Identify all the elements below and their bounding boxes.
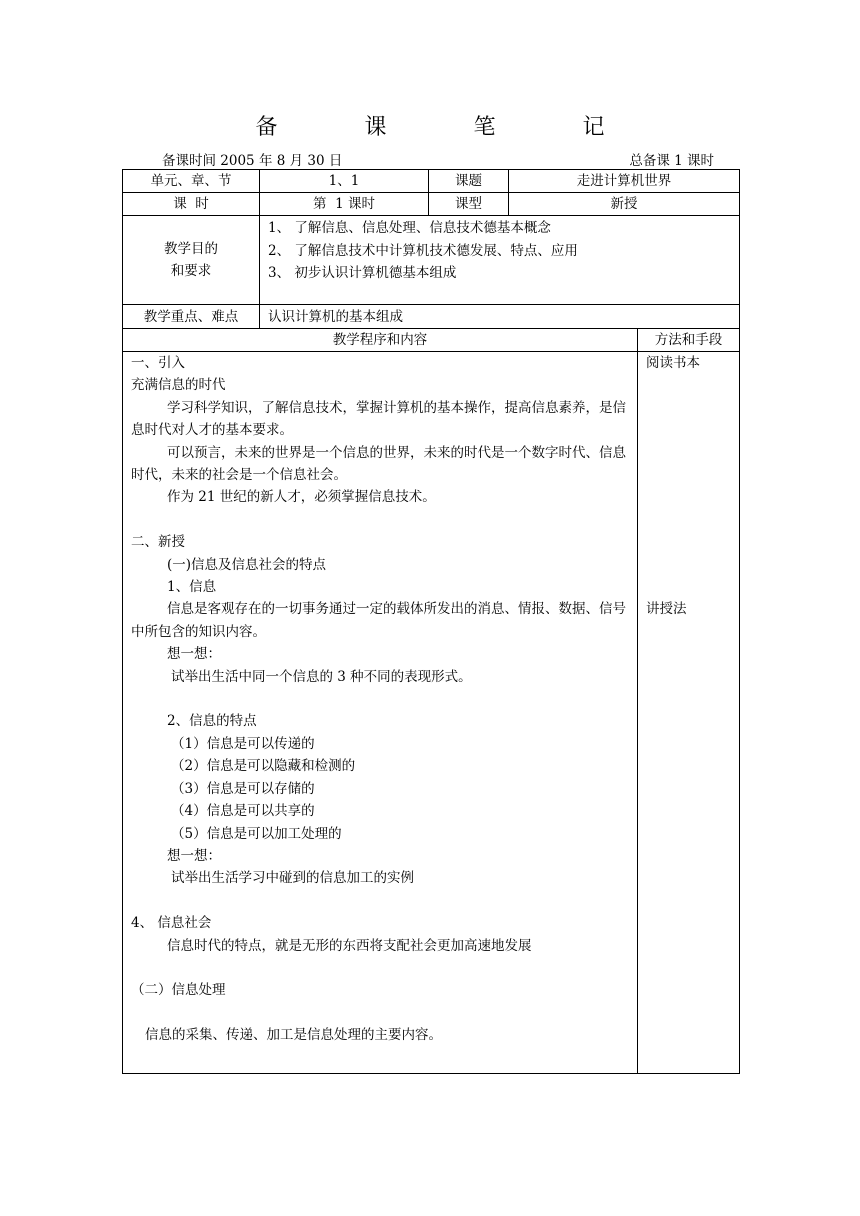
unit-row — [123, 170, 740, 193]
lesson-plan-table — [122, 169, 740, 1074]
feature-item: （5）信息是可以加工处理的 — [171, 825, 342, 842]
focus-row — [123, 305, 740, 329]
method-reading: 阅读书本 — [646, 355, 700, 371]
period-row — [123, 193, 740, 216]
content-row — [123, 352, 740, 1074]
total-periods: 总备课 1 课时 — [629, 153, 714, 169]
goals-label-line1: 教学目的 — [164, 241, 218, 257]
feature-item: （1）信息是可以传递的 — [171, 735, 315, 752]
period-label: 课 时 — [123, 193, 260, 216]
section-header-row — [123, 329, 740, 352]
think-prompt-1: 想一想： — [167, 646, 221, 663]
goals-label-line2: 和要求 — [170, 263, 212, 279]
feature-item: （3）信息是可以存储的 — [171, 780, 315, 797]
intro-paragraph-2: 可以预言，未来的世界是一个信息的世界，未来的时代是一个数字时代、信息时代，未来的社会是一个信息社会。 — [131, 444, 626, 484]
method-column — [638, 352, 740, 1074]
society-text: 信息时代的特点，就是无形的东西将支配社会更加高速地发展 — [167, 937, 532, 954]
info-heading: 1、信息 — [167, 579, 217, 596]
goals-list — [260, 216, 740, 305]
intro-heading: 一、引入 — [131, 355, 185, 371]
processing-text: 信息的采集、传递、加工是信息处理的主要内容。 — [145, 1027, 442, 1044]
goal-item: 2、 了解信息技术中计算机技术德发展、特点、应用 — [268, 242, 578, 259]
intro-paragraph-3: 作为 21 世纪的新人才，必须掌握信息技术。 — [167, 489, 436, 506]
page-title: 备 课 笔 记 — [255, 115, 645, 140]
feature-item: （2）信息是可以隐藏和检测的 — [171, 758, 356, 775]
prep-time: 备课时间 2005 年 8 月 30 日 — [162, 153, 343, 169]
new-lesson-heading: 二、新授 — [131, 534, 185, 551]
unit-label: 单元、章、节 — [123, 170, 260, 193]
content-header: 教学程序和内容 — [123, 329, 638, 352]
focus-label: 教学重点、难点 — [123, 305, 260, 329]
period-value: 第 1 课时 — [260, 193, 429, 216]
type-value: 新授 — [509, 193, 740, 216]
part-2-heading: （二）信息处理 — [131, 982, 226, 999]
goal-item: 3、 初步认识计算机德基本组成 — [268, 265, 457, 281]
unit-value: 1、1 — [260, 170, 429, 193]
method-lecture: 讲授法 — [646, 601, 687, 618]
features-heading: 2、信息的特点 — [167, 713, 257, 730]
type-label: 课型 — [429, 193, 509, 216]
lesson-content — [123, 352, 638, 1074]
think-question-1: 试举出生活中同一个信息的 3 种不同的表现形式。 — [171, 668, 472, 685]
topic-label: 课题 — [429, 170, 509, 193]
focus-value: 认识计算机的基本组成 — [260, 305, 740, 329]
goals-row — [123, 216, 740, 305]
info-definition: 信息是客观存在的一切事务通过一定的载体所发出的消息、情报、数据、信号中所包含的知识内容。 — [131, 601, 626, 640]
intro-paragraph-1: 学习科学知识，了解信息技术，掌握计算机的基本操作，提高信息素养，是信息时代对人才的基本要求。 — [131, 399, 626, 439]
goal-item: 1、 了解信息、信息处理、信息技术德基本概念 — [268, 220, 551, 236]
method-header: 方法和手段 — [638, 329, 740, 352]
think-prompt-2: 想一想： — [167, 847, 221, 864]
topic-value: 走进计算机世界 — [509, 170, 740, 193]
feature-item: （4）信息是可以共享的 — [171, 803, 315, 820]
goals-label — [123, 216, 260, 305]
intro-subheading: 充满信息的时代 — [131, 377, 226, 394]
society-heading: 4、 信息社会 — [131, 915, 212, 932]
think-question-2: 试举出生活学习中碰到的信息加工的实例 — [171, 870, 414, 887]
part-1-heading: (一)信息及信息社会的特点 — [167, 556, 327, 573]
